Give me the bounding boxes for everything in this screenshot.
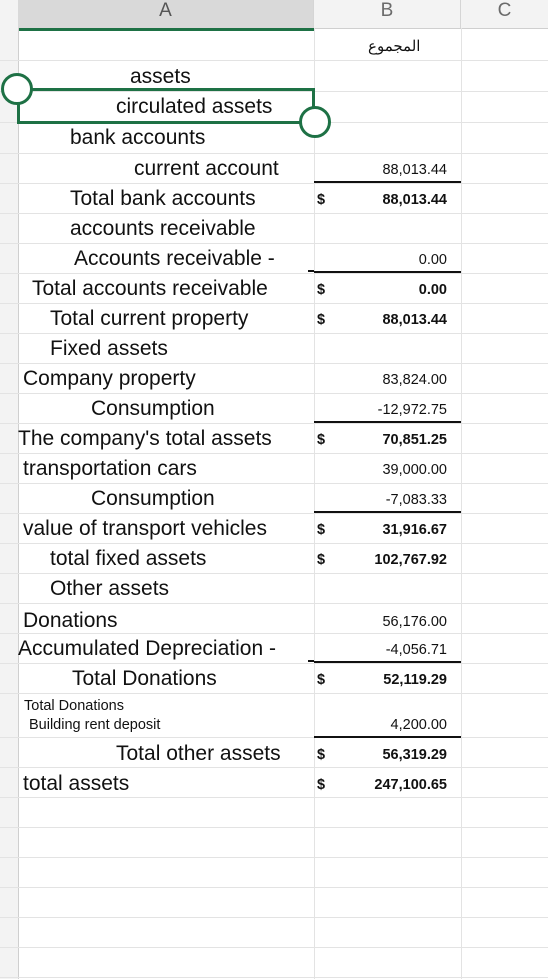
- cell-label-total-fixed-assets[interactable]: total fixed assets: [50, 547, 207, 570]
- cell-label-total-other-assets[interactable]: Total other assets: [116, 742, 281, 765]
- cell-label-company-property[interactable]: Company property: [23, 367, 196, 390]
- cell-label-accounts-receivable-dash[interactable]: Accounts receivable -: [74, 247, 275, 270]
- cell-value-total-assets[interactable]: 247,100.65: [374, 777, 447, 793]
- cell-value-company-total-assets[interactable]: 70,851.25: [382, 432, 447, 448]
- currency-symbol: $: [317, 552, 326, 568]
- cell-label-total-assets[interactable]: total assets: [23, 772, 130, 795]
- cell-label-consumption-1[interactable]: Consumption: [91, 397, 215, 420]
- cell-underline-b: [314, 421, 461, 423]
- cell-value-total-bank-accounts[interactable]: 88,013.44: [382, 192, 447, 208]
- cell-underline-b: [314, 271, 461, 273]
- cell-underline-b: [314, 181, 461, 183]
- cell-value-current-account[interactable]: 88,013.44: [382, 162, 447, 178]
- cell-value-accumulated-depreciation[interactable]: -4,056.71: [385, 642, 447, 658]
- cell-label-assets[interactable]: assets: [130, 65, 191, 88]
- currency-symbol: $: [317, 432, 326, 448]
- cell-label-total-accounts-receivable[interactable]: Total accounts receivable: [32, 277, 268, 300]
- cell-value-transport-vehicles[interactable]: 31,916.67: [382, 522, 447, 538]
- currency-symbol: $: [317, 747, 326, 763]
- cell-label-accounts-receivable[interactable]: accounts receivable: [70, 217, 256, 240]
- column-header-c[interactable]: C: [497, 0, 512, 21]
- cell-label-circulated-assets[interactable]: circulated assets: [116, 95, 273, 118]
- cell-value-company-property[interactable]: 83,824.00: [382, 372, 447, 388]
- cell-label-accumulated-depreciation[interactable]: Accumulated Depreciation -: [18, 637, 276, 660]
- currency-symbol: $: [317, 522, 326, 538]
- cell-value-total-other-assets[interactable]: 56,319.29: [382, 747, 447, 763]
- cell-label-fixed-assets[interactable]: Fixed assets: [50, 337, 168, 360]
- column-selection-indicator: [18, 28, 314, 31]
- currency-symbol: $: [317, 672, 326, 688]
- cell-value-building-rent-deposit[interactable]: 4,200.00: [390, 717, 447, 733]
- cell-underline-b: [314, 736, 461, 738]
- selection-end-handle[interactable]: [299, 106, 331, 138]
- row-header-strip: [0, 28, 19, 979]
- cell-value-accounts-receivable[interactable]: 0.00: [418, 252, 447, 268]
- cell-label-total-donations[interactable]: Total Donations: [72, 667, 217, 690]
- cell-label-value-transport-vehicles[interactable]: value of transport vehicles: [23, 517, 267, 540]
- cell-label-other-assets[interactable]: Other assets: [50, 577, 170, 600]
- cell-label-donations[interactable]: Donations: [23, 609, 118, 632]
- currency-symbol: $: [317, 282, 326, 298]
- cell-underline-b: [314, 511, 461, 513]
- currency-symbol: $: [317, 312, 326, 328]
- cell-value-total-accounts-receivable[interactable]: 0.00: [418, 282, 447, 298]
- column-header-bar: [0, 0, 548, 29]
- cell-label-total-current-property[interactable]: Total current property: [50, 307, 249, 330]
- cell-label-transportation-cars[interactable]: transportation cars: [23, 457, 197, 480]
- cell-b-header-total[interactable]: المجموع: [368, 38, 421, 55]
- cell-value-total-fixed-assets[interactable]: 102,767.92: [374, 552, 447, 568]
- cell-label-bank-accounts[interactable]: bank accounts: [70, 126, 206, 149]
- cell-value-total-donations[interactable]: 52,119.29: [383, 672, 447, 688]
- cell-label-total-bank-accounts[interactable]: Total bank accounts: [70, 187, 256, 210]
- cell-value-total-current-property[interactable]: 88,013.44: [382, 312, 447, 328]
- cell-value-transportation-cars[interactable]: 39,000.00: [382, 462, 447, 478]
- cell-label-total-donations-small[interactable]: Total Donations: [24, 698, 124, 714]
- cell-label-consumption-2[interactable]: Consumption: [91, 487, 215, 510]
- cell-value-donations[interactable]: 56,176.00: [382, 614, 447, 630]
- cell-value-consumption-2[interactable]: -7,083.33: [385, 492, 447, 508]
- selection-start-handle[interactable]: [1, 73, 33, 105]
- column-header-a[interactable]: A: [18, 0, 314, 28]
- cell-underline-b: [314, 661, 461, 663]
- currency-symbol: $: [317, 777, 326, 793]
- currency-symbol: $: [317, 192, 326, 208]
- column-header-b[interactable]: B: [314, 0, 461, 28]
- cell-label-building-rent-deposit[interactable]: Building rent deposit: [29, 717, 161, 733]
- cell-label-current-account[interactable]: current account: [134, 157, 279, 180]
- cell-label-company-total-assets[interactable]: The company's total assets: [18, 427, 272, 450]
- cell-value-consumption-1[interactable]: -12,972.75: [377, 402, 447, 418]
- selection-range-box[interactable]: [17, 88, 315, 124]
